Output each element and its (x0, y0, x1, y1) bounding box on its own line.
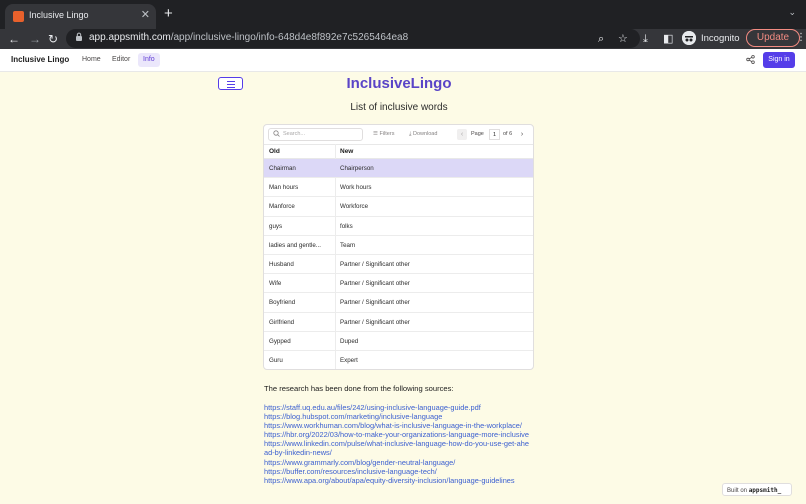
cell-old: Wife (269, 280, 282, 288)
prev-page-button[interactable]: ‹ (457, 129, 467, 140)
table-header (264, 144, 533, 159)
tab-close-icon[interactable]: ✕ (140, 9, 150, 21)
hamburger-icon-bar (227, 87, 235, 88)
menu-button[interactable] (218, 77, 243, 90)
forward-icon[interactable]: → (29, 32, 41, 46)
download-icon[interactable]: ⤓ (643, 33, 648, 45)
source-link[interactable]: https://staff.uq.edu.au/files/242/using-inclusive-language-guide.pdf (264, 403, 481, 412)
favicon-icon (13, 11, 24, 22)
nav-info[interactable]: Info (138, 53, 160, 67)
url-path: /app/inclusive-lingo/info-648d4e8f892e7c5265464ea8 (170, 32, 409, 43)
filter-icon: ☰ (373, 131, 378, 137)
cell-old: Girlfriend (269, 318, 295, 326)
side-panel-icon[interactable]: ◧ (663, 33, 674, 45)
source-link[interactable]: https://www.workhuman.com/blog/what-is-inclusive-language-in-the-workplace/ (264, 421, 522, 431)
words-table (263, 124, 534, 370)
cell-old: guys (269, 222, 283, 230)
page-label: Page (471, 131, 484, 137)
cell-new: folks (340, 222, 353, 230)
url-text (89, 32, 408, 43)
column-header-new[interactable]: New (340, 148, 354, 155)
address-bar[interactable] (66, 29, 640, 48)
lock-icon[interactable] (75, 32, 83, 43)
filters-label: Filters (379, 131, 395, 137)
nav-home[interactable]: Home (82, 56, 101, 63)
tab-search-icon[interactable]: ⌄ (788, 7, 796, 17)
table-row[interactable] (264, 236, 533, 255)
next-page-button[interactable]: › (520, 131, 524, 138)
table-row[interactable] (264, 332, 533, 351)
source-link[interactable]: https://buffer.com/resources/inclusive-language-tech/ (264, 466, 437, 476)
cell-new: Chairperson (340, 165, 374, 172)
table-body (264, 159, 533, 370)
browser-menu-icon[interactable]: ⋮ (796, 32, 806, 43)
new-tab-icon[interactable]: + (164, 5, 173, 22)
table-row[interactable] (264, 197, 533, 216)
cell-new: Work hours (340, 184, 372, 192)
download-label: Download (412, 131, 438, 137)
download-button[interactable] (409, 131, 437, 138)
page-title: InclusiveLingo (346, 75, 452, 92)
cell-new: Duped (340, 337, 359, 345)
cell-old: Guru (269, 356, 283, 364)
table-row[interactable] (264, 293, 533, 312)
download-icon: ⤓ (409, 131, 412, 137)
incognito-icon[interactable] (682, 31, 696, 45)
source-link[interactable]: https://hbr.org/2022/03/how-to-make-your-organizations-language-more-inclusive (264, 430, 529, 440)
hamburger-icon-bar (227, 81, 235, 82)
sources-intro: The research has been done from the following sources: (264, 384, 454, 393)
bookmark-star-icon[interactable]: ☆ (618, 33, 628, 45)
hamburger-icon-bar (227, 84, 235, 85)
table-toolbar (264, 125, 533, 144)
nav-editor[interactable]: Editor (112, 56, 131, 63)
cell-old: Man hours (269, 184, 299, 192)
browser-toolbar (0, 29, 806, 49)
browser-tab-bar (0, 0, 806, 29)
table-row[interactable] (264, 217, 533, 236)
cell-old: Chairman (269, 165, 296, 172)
incognito-label: Incognito (701, 33, 740, 44)
sign-in-button[interactable]: Sign in (763, 52, 795, 68)
tab-title: Inclusive Lingo (29, 10, 89, 20)
table-row[interactable] (264, 178, 533, 197)
cell-new: Partner / Significant other (340, 260, 410, 268)
table-row[interactable] (264, 351, 533, 370)
table-row[interactable] (264, 255, 533, 274)
update-label: Update (756, 32, 790, 43)
sources-list (264, 403, 532, 485)
source-link[interactable]: https://www.grammarly.com/blog/gender-neutral-language/ (264, 457, 456, 467)
table-search-input[interactable] (268, 128, 363, 141)
table-row[interactable] (264, 274, 533, 293)
filters-button[interactable] (373, 131, 394, 137)
source-link[interactable]: https://www.apa.org/about/apa/equity-diversity-inclusion/language-guidelines (264, 475, 515, 485)
search-icon (273, 130, 280, 139)
cell-new: Partner / Significant other (340, 280, 410, 288)
appsmith-logo: appsmith_ (748, 487, 782, 494)
cell-old: Husband (269, 260, 294, 268)
built-on-badge[interactable] (722, 483, 792, 496)
reload-icon[interactable]: ↻ (48, 32, 59, 46)
page-total: of 6 (503, 131, 513, 137)
cell-old: ladies and gentle... (269, 241, 321, 249)
cell-new: Partner / Significant other (340, 299, 410, 307)
app-header (0, 49, 806, 72)
column-header-old[interactable]: Old (269, 148, 280, 155)
cell-old: Gypped (269, 337, 291, 345)
cell-new: Workforce (340, 203, 369, 211)
table-row[interactable] (264, 159, 533, 178)
cell-old: Manforce (269, 203, 295, 211)
source-link[interactable]: https://blog.hubspot.com/marketing/inclusive-language (264, 412, 443, 422)
cell-new: Expert (340, 356, 358, 364)
cell-new: Partner / Significant other (340, 318, 410, 326)
back-icon[interactable]: ← (8, 32, 20, 46)
app-name: Inclusive Lingo (11, 55, 70, 64)
cell-new: Team (340, 241, 356, 249)
source-link[interactable]: https://www.linkedin.com/pulse/what-inclusive-language-how-do-you-use-get-ahead-by-linkedin-news/ (264, 439, 529, 458)
search-placeholder: Search... (283, 131, 306, 137)
share-icon[interactable] (746, 55, 755, 66)
page-subtitle: List of inclusive words (350, 102, 448, 113)
page-number-input[interactable]: 1 (489, 129, 500, 140)
table-row[interactable] (264, 313, 533, 332)
zoom-icon[interactable]: ⌕ (598, 33, 605, 45)
update-button[interactable] (746, 29, 806, 47)
browser-tab[interactable] (5, 4, 156, 29)
url-host: app.appsmith.com (89, 32, 171, 43)
built-on-label: Built on (727, 488, 748, 494)
cell-old: Boyfriend (269, 299, 296, 307)
